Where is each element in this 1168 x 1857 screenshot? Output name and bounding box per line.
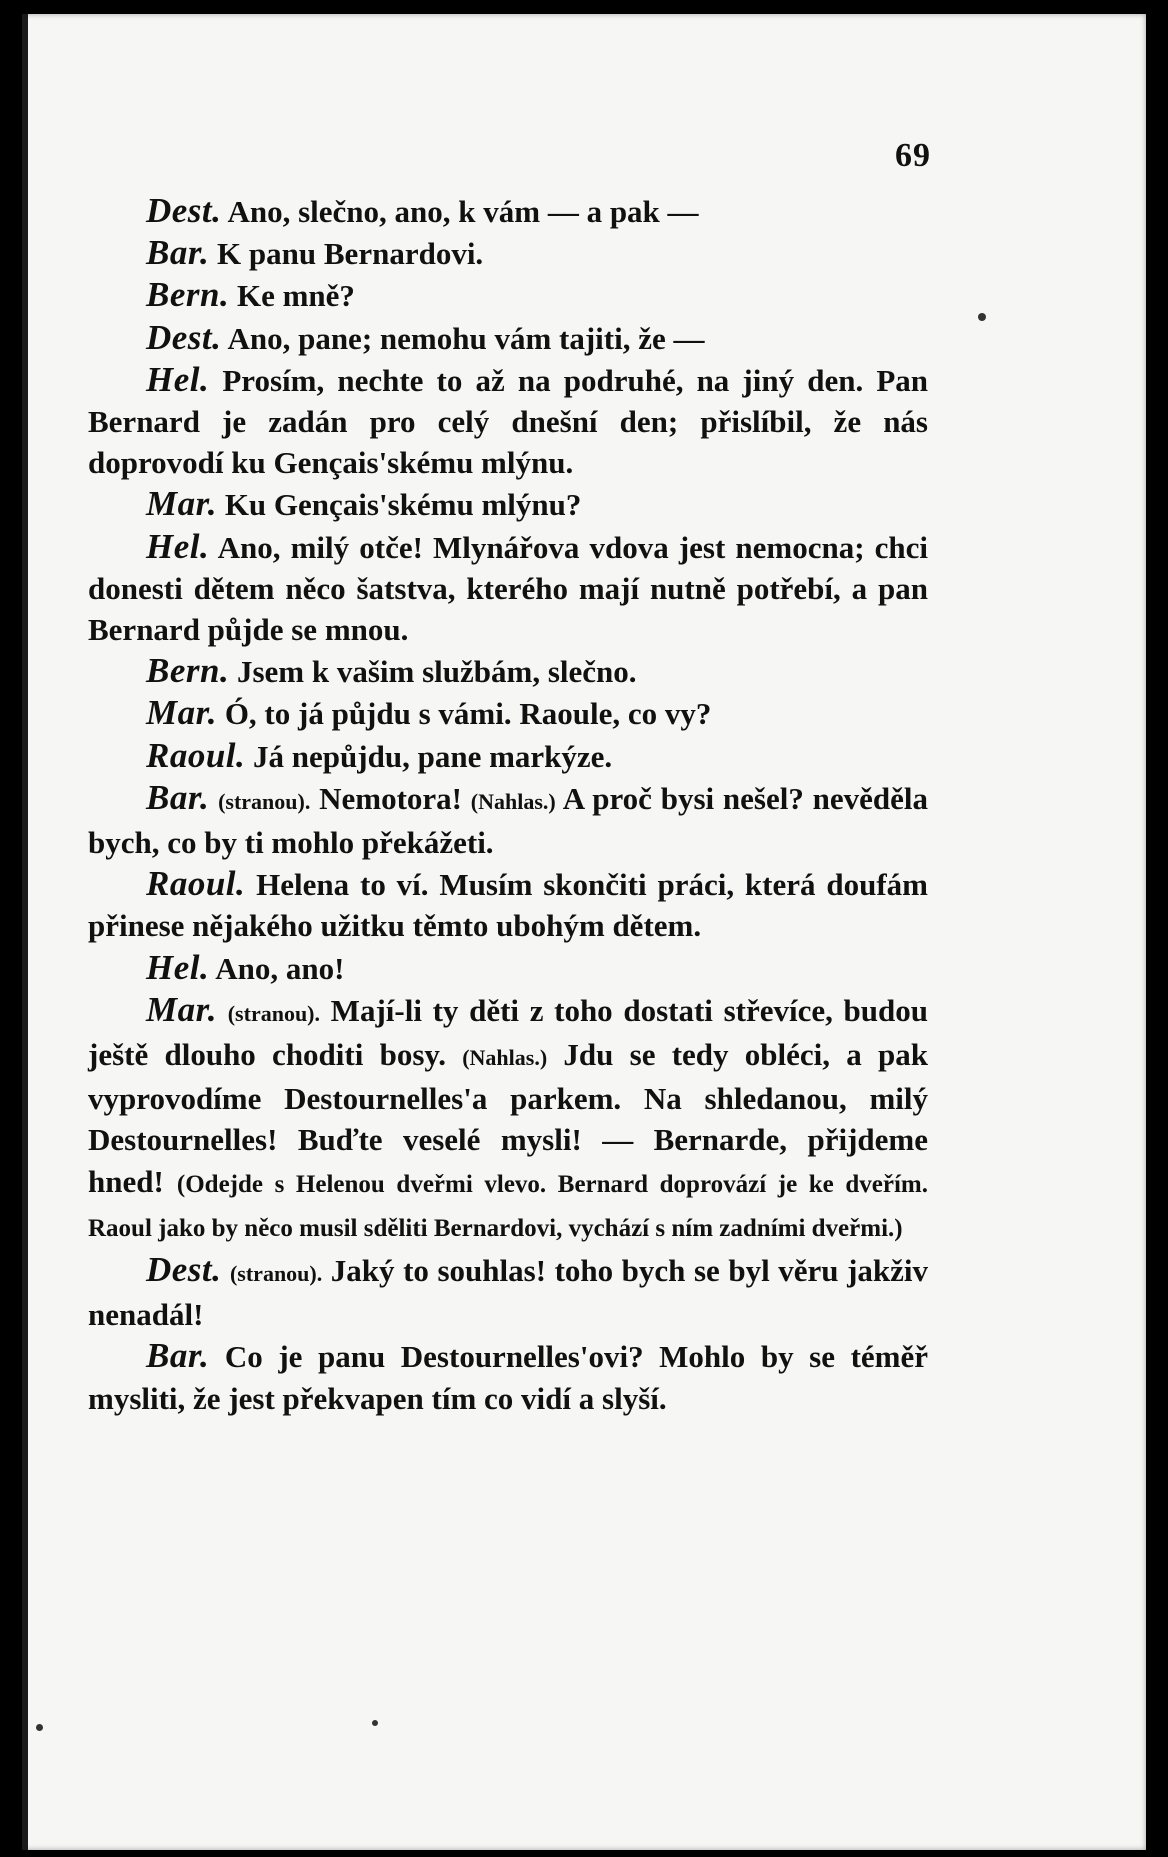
dialogue-line bbox=[88, 777, 928, 863]
line-text: Ano, milý otče! Mlynářova vdova jest nemocna; chci donesti dětem něco šatstva, kterého mají nutně potřebí, a pan Bernard půjde se mnou. bbox=[88, 529, 928, 648]
line-text: Nemotora! bbox=[310, 780, 471, 816]
line-text: Ku Gençais'skému mlýnu? bbox=[217, 487, 582, 523]
line-text: Mají-li ty děti z toho dostati střevíce, budou ještě dlouho choditi bosy. bbox=[88, 992, 929, 1073]
dialogue-line bbox=[88, 650, 928, 692]
speaker-name: Raoul. bbox=[146, 735, 246, 775]
dialogue-line bbox=[88, 190, 928, 232]
print-speck bbox=[372, 1720, 378, 1726]
stage-direction: (Odejde s Helenou dveřmi vlevo. Bernard doprovází je ke dveřím. Raoul jako by něco musil sděliti Bernardovi, vychází s ním zadními dveřmi.) bbox=[88, 1170, 928, 1242]
page-spine-edge bbox=[22, 14, 28, 1850]
line-text: Co je panu Destournelles'ovi? Mohlo by se téměř mysliti, že jest překvapen tím co vidí a slyší. bbox=[88, 1339, 928, 1416]
line-text: Jaký to souhlas! toho bych se byl věru jakživ nenadál! bbox=[88, 1253, 929, 1333]
aside-direction: (stranou). bbox=[227, 1000, 321, 1026]
dialogue-line bbox=[88, 947, 928, 989]
dialogue-line bbox=[88, 863, 928, 946]
speaker-name: Dest. bbox=[146, 1250, 222, 1290]
print-speck bbox=[978, 313, 986, 321]
speaker-name: Hel. bbox=[146, 359, 210, 399]
speaker-name: Bern. bbox=[146, 651, 230, 691]
dialogue-line bbox=[88, 1249, 928, 1335]
line-text: Ó, to já půjdu s vámi. Raoule, co vy? bbox=[217, 696, 712, 732]
line-text: Já nepůjdu, pane markýze. bbox=[245, 738, 613, 774]
line-text: Prosím, nechte to až na podruhé, na jiný den. Pan Bernard je zadán pro celý dnešní den; přislíbil, že nás doprovodí ku Gençais'skému mlýnu. bbox=[88, 362, 928, 481]
dialogue-line bbox=[88, 359, 928, 484]
line-text: Ano, slečno, ano, k vám — a pak — bbox=[221, 194, 699, 229]
speaker-name: Hel. bbox=[146, 947, 210, 987]
speaker-name: Mar. bbox=[146, 484, 218, 524]
speaker-name: Raoul. bbox=[146, 864, 246, 904]
speaker-name: Bar. bbox=[146, 1336, 210, 1376]
aside-direction: (Nahlas.) bbox=[470, 788, 556, 814]
dialogue-line bbox=[88, 989, 928, 1249]
line-text: Ano, pane; nemohu vám tajiti, že — bbox=[221, 320, 705, 356]
line-text: Ano, ano! bbox=[209, 950, 345, 986]
line-text: A proč bysi nešel? nevěděla bych, co by ti mohlo překážeti. bbox=[88, 780, 928, 861]
dialogue-line bbox=[88, 317, 928, 359]
line-text: Helena to ví. Musím skončiti práci, která doufám přinese nějakého užitku těmto ubohým dětem. bbox=[88, 867, 928, 944]
speaker-name: Hel. bbox=[146, 526, 210, 566]
dialogue-line bbox=[88, 274, 928, 316]
speaker-name: Mar. bbox=[146, 989, 218, 1029]
speaker-name: Bern. bbox=[146, 275, 230, 315]
aside-direction: (Nahlas.) bbox=[462, 1045, 548, 1071]
speaker-name: Dest. bbox=[146, 191, 222, 230]
aside-direction: (stranou). bbox=[229, 1261, 323, 1287]
speaker-name: Mar. bbox=[146, 693, 218, 733]
line-text: Ke mně? bbox=[229, 278, 355, 314]
line-text: Jsem k vašim službám, slečno. bbox=[229, 654, 637, 690]
dialogue-line bbox=[88, 735, 928, 777]
speaker-name: Bar. bbox=[146, 233, 210, 273]
speaker-name: Bar. bbox=[146, 777, 210, 817]
aside-direction: (stranou). bbox=[218, 788, 311, 814]
dialogue-line bbox=[88, 526, 928, 651]
dialogue-text bbox=[88, 190, 928, 1419]
line-text: K panu Bernardovi. bbox=[209, 236, 484, 272]
print-speck bbox=[36, 1724, 43, 1731]
dialogue-line bbox=[88, 232, 928, 274]
dialogue-line bbox=[88, 1335, 928, 1418]
dialogue-line bbox=[88, 692, 928, 734]
line-text: Jdu se tedy obléci, a pak vyprovodíme Destournelles'a parkem. Na shledanou, milý Destournelles! Buďte veselé mysli! — Bernarde, přijdeme hned! bbox=[88, 1037, 928, 1199]
speaker-name: Dest. bbox=[146, 317, 222, 357]
dialogue-line bbox=[88, 483, 928, 525]
page-number: 69 bbox=[895, 137, 931, 174]
